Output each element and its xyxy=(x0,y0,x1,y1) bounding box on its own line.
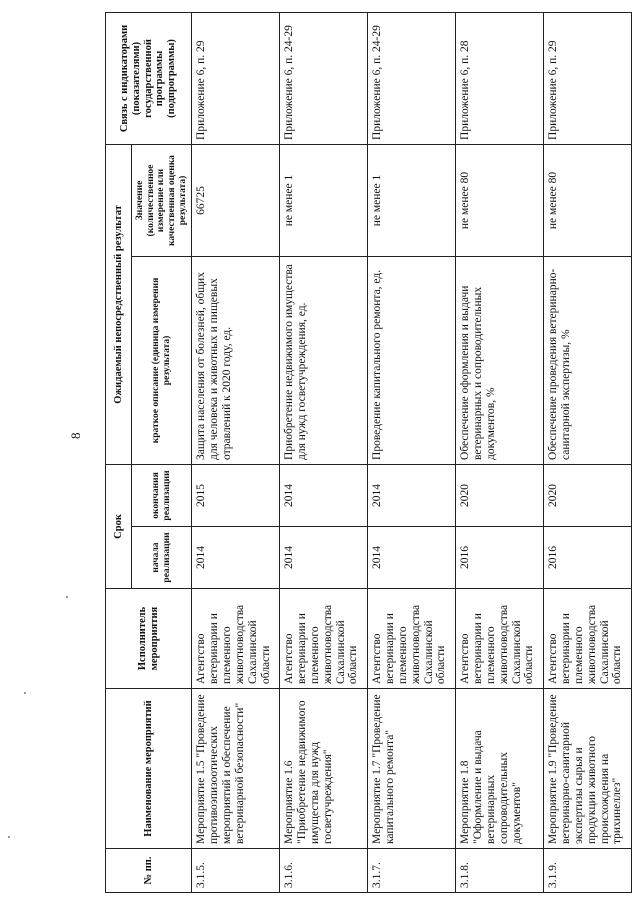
row-executor: Агентство ветеринарии и племенного животноводства Сахалинской области xyxy=(456,589,544,689)
row-link: Приложение 6, п. 28 xyxy=(456,12,544,144)
row-start: 2014 xyxy=(192,527,280,589)
header-num: № пп. xyxy=(106,849,192,893)
row-end: 2020 xyxy=(544,464,632,526)
row-num: 3.1.9. xyxy=(544,849,632,893)
row-end: 2014 xyxy=(368,464,456,526)
row-value: не менее 80 xyxy=(544,144,632,256)
header-result: Ожидаемый непосредственный результат xyxy=(106,144,132,464)
row-num: 3.1.6. xyxy=(280,849,368,893)
rotated-table-container xyxy=(105,13,632,893)
row-value: не менее 1 xyxy=(368,144,456,256)
row-value: не менее 1 xyxy=(280,144,368,256)
row-value: 66725 xyxy=(192,144,280,256)
table-row xyxy=(280,12,368,892)
row-desc: Обеспечение оформления и выдачи ветеринарных и сопроводительных документов, % xyxy=(456,256,544,464)
page-number: 8 xyxy=(68,432,83,439)
table-row xyxy=(192,12,280,892)
header-result-value: Значение (количественное измерение или качественная оценка результата) xyxy=(132,144,192,256)
row-executor: Агентство ветеринарии и племенного животноводства Сахалинской области xyxy=(368,589,456,689)
row-start: 2016 xyxy=(544,527,632,589)
row-name: Мероприятие 1.7 "Проведение капитального ремонта" xyxy=(368,689,456,849)
scan-speck xyxy=(24,692,26,694)
row-num: 3.1.7. xyxy=(368,849,456,893)
scan-speck xyxy=(8,836,10,838)
row-start: 2014 xyxy=(368,527,456,589)
header-term-end: окончания реализации xyxy=(132,464,192,526)
row-desc: Обеспечение проведения ветеринарно-санитарной экспертизы, % xyxy=(544,256,632,464)
row-link: Приложение 6, п. 24-29 xyxy=(368,12,456,144)
row-link: Приложение 6, п. 29 xyxy=(192,12,280,144)
row-executor: Агентство ветеринарии и племенного животноводства Сахалинской области xyxy=(280,589,368,689)
row-num: 3.1.8. xyxy=(456,849,544,893)
row-name: Мероприятие 1.5 "Проведение противоэпизоотических мероприятий и обеспечение ветеринарной безопасности" xyxy=(192,689,280,849)
row-start: 2014 xyxy=(280,527,368,589)
row-link: Приложение 6, п. 29 xyxy=(544,12,632,144)
row-desc: Приобретение недвижимого имущества для нужд госветучреждения, ед. xyxy=(280,256,368,464)
row-executor: Агентство ветеринарии и племенного животноводства Сахалинской области xyxy=(192,589,280,689)
row-value: не менее 80 xyxy=(456,144,544,256)
row-end: 2020 xyxy=(456,464,544,526)
header-term-start: начала реализации xyxy=(132,527,192,589)
row-end: 2014 xyxy=(280,464,368,526)
header-executor: Исполнитель мероприятия xyxy=(106,589,192,689)
header-link: Связь с индикаторами (показателями) государственной программы (подпрограммы) xyxy=(106,12,192,144)
row-desc: Защита населения от болезней, общих для человека и животных и пищевых отравлений к 2020 году, ед. xyxy=(192,256,280,464)
scan-speck xyxy=(66,596,68,598)
header-name: Наименование мероприятий xyxy=(106,689,192,849)
row-name: Мероприятие 1.9 "Проведение ветеринарно-санитарной экспертизы сырья и продукции животного происхождения на трихинеллез" xyxy=(544,689,632,849)
table-row xyxy=(456,12,544,892)
row-start: 2016 xyxy=(456,527,544,589)
row-end: 2015 xyxy=(192,464,280,526)
table-row xyxy=(368,12,456,892)
header-term: Срок xyxy=(106,464,132,588)
row-desc: Проведение капитального ремонта, ед. xyxy=(368,256,456,464)
activities-table xyxy=(105,12,632,893)
table-row xyxy=(544,12,632,892)
row-num: 3.1.5. xyxy=(192,849,280,893)
row-link: Приложение 6, п. 24-29 xyxy=(280,12,368,144)
row-name: Мероприятие 1.8 "Оформление и выдача ветеринарных сопроводительных документов" xyxy=(456,689,544,849)
row-executor: Агентство ветеринарии и племенного животноводства Сахалинской области xyxy=(544,589,632,689)
header-result-desc: краткое описание (единица измерения результата) xyxy=(132,256,192,464)
row-name: Мероприятие 1.6 "Приобретение недвижимого имущества для нужд госветучреждения" xyxy=(280,689,368,849)
